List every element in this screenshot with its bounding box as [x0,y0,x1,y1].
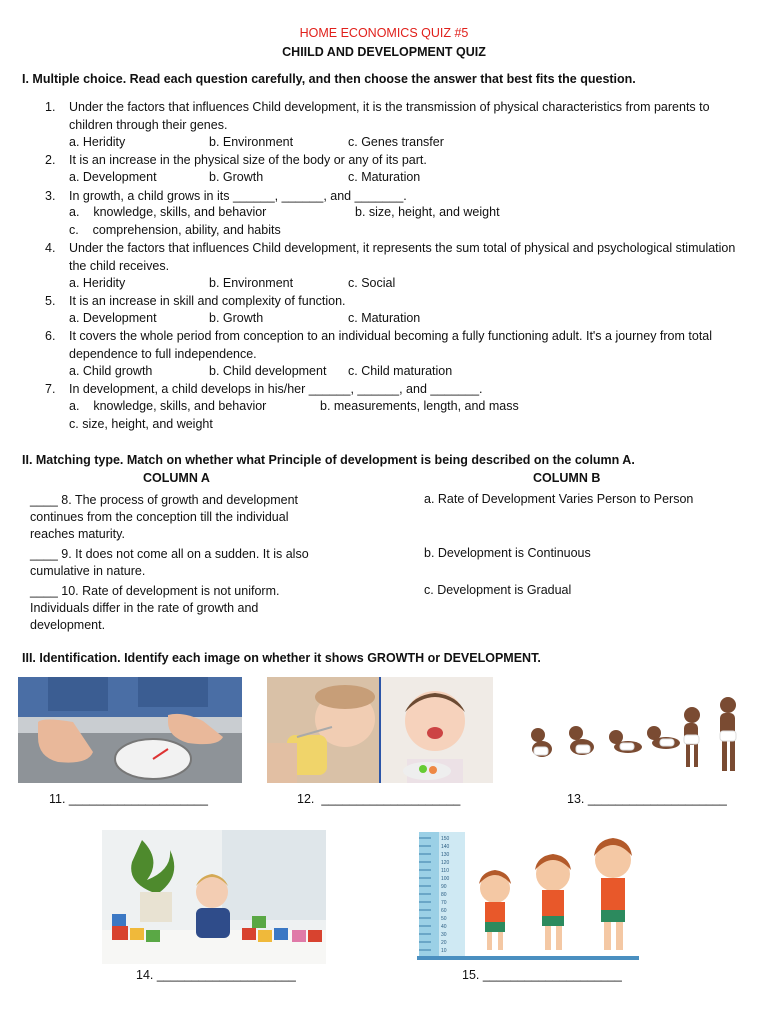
option-b: b. Environment [209,135,294,149]
height-tick-label: 10 [441,948,447,954]
option-a: a. Heridity [69,135,126,149]
question-text: It covers the whole period from conception to an individual becoming a fully functioning adult. It's a journey from total dependence to full independence. [69,329,713,361]
quiz-subtitle: CHIILD AND DEVELOPMENT QUIZ [282,45,486,59]
answer-line-11[interactable]: 11. ____________________ [49,792,208,806]
option-b: b. size, height, and weight [355,205,500,219]
matching-item-8: ____ 8. The process of growth and development continues from the conception till the individual reaches maturity. [30,493,298,541]
option-c: c. Genes transfer [348,135,444,149]
height-tick-label: 130 [441,852,450,858]
question-number: 1. [45,100,56,114]
matching-choice-a: a. Rate of Development Varies Person to Person [424,492,694,506]
question-text: Under the factors that influences Child development, it represents the sum total of physical and psychological stimulation the child receives. [69,241,736,273]
height-tick-label: 120 [441,860,450,866]
section-2-heading: II. Matching type. Match on whether what Principle of development is being described on the column A. [22,453,635,467]
option-b: b. Growth [209,311,264,325]
option-a: a. Development [69,311,157,325]
height-tick-label: 20 [441,940,447,946]
height-tick-label: 80 [441,892,447,898]
section-3-heading: III. Identification. Identify each image on whether it shows GROWTH or DEVELOPMENT. [22,651,541,665]
question-number: 7. [45,382,56,396]
question-number: 5. [45,294,56,308]
matching-item-10: ____ 10. Rate of development is not uniform. Individuals differ in the rate of growth and development. [30,584,280,632]
height-tick-label: 150 [441,836,450,842]
question-text: It is an increase in skill and complexity of function. [69,294,346,308]
option-b: b. Child development [209,364,327,378]
height-tick-label: 70 [441,900,447,906]
image-boys-height-chart [417,830,639,964]
answer-line-14[interactable]: 14. ____________________ [136,968,296,982]
option-c: c. comprehension, ability, and habits [69,223,281,237]
question-number: 6. [45,329,56,343]
column-b-header: COLUMN B [533,471,601,485]
height-tick-label: 110 [441,868,449,874]
option-c: c. size, height, and weight [69,417,213,431]
question-number: 4. [45,241,56,255]
option-a: a. Child growth [69,364,153,378]
answer-line-15[interactable]: 15. ____________________ [462,968,622,982]
quiz-title: HOME ECONOMICS QUIZ #5 [299,26,469,40]
option-c: c. Child maturation [348,364,453,378]
option-b: b. Environment [209,276,294,290]
option-a: a. knowledge, skills, and behavior [69,399,267,413]
image-feet-on-scale [18,677,242,783]
image-baby-eating [267,677,493,783]
height-tick-label: 40 [441,924,447,930]
height-tick-label: 100 [441,876,450,882]
option-a: a. Development [69,170,157,184]
image-baby-progression [520,677,746,783]
question-text: In development, a child develops in his/her ______, ______, and _______. [69,382,483,396]
option-a: a. knowledge, skills, and behavior [69,205,267,219]
answer-line-13[interactable]: 13. ____________________ [567,792,727,806]
height-tick-label: 90 [441,884,447,890]
height-tick-label: 140 [441,844,450,850]
question-text: Under the factors that influences Child development, it is the transmission of physical characteristics from parents to children through their genes. [69,100,710,132]
option-c: c. Social [348,276,396,290]
question-number: 2. [45,153,56,167]
answer-line-12[interactable]: 12. ____________________ [297,792,461,806]
height-tick-label: 50 [441,916,447,922]
matching-choice-b: b. Development is Continuous [424,546,591,560]
option-c: c. Maturation [348,170,421,184]
question-text: It is an increase in the physical size of the body or any of its part. [69,153,427,167]
image-child-playing-blocks [102,830,326,964]
option-b: b. measurements, length, and mass [320,399,519,413]
height-tick-label: 60 [441,908,447,914]
option-b: b. Growth [209,170,264,184]
section-1-heading: I. Multiple choice. Read each question carefully, and then choose the answer that best fits the question. [22,72,636,86]
matching-choice-c: c. Development is Gradual [424,583,572,597]
height-tick-label: 30 [441,932,447,938]
column-a-header: COLUMN A [143,471,210,485]
option-a: a. Heridity [69,276,126,290]
question-number: 3. [45,189,56,203]
question-text: In growth, a child grows in its ______, ______, and _______. [69,189,407,203]
option-c: c. Maturation [348,311,421,325]
matching-item-9: ____ 9. It does not come all on a sudden. It is also cumulative in nature. [30,547,309,578]
